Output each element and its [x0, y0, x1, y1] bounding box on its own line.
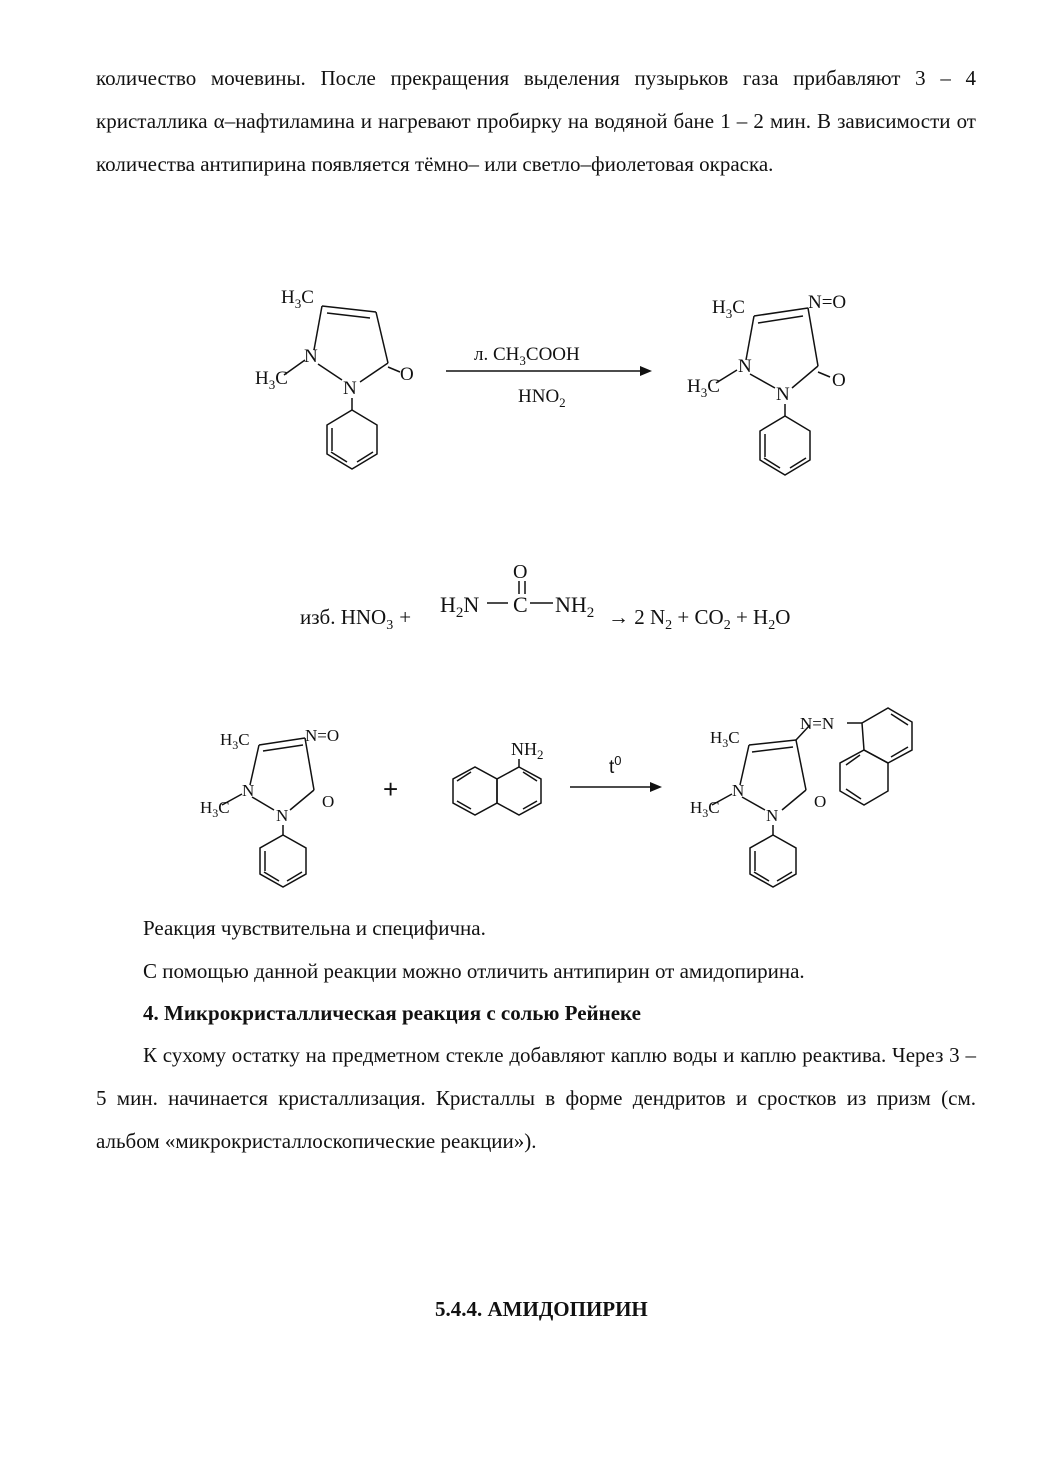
svg-text:O: O	[814, 792, 827, 811]
sensitivity-sentence: Реакция чувствительна и специфична.	[143, 916, 486, 940]
svg-text:N=N: N=N	[800, 714, 835, 733]
svg-text:N: N	[343, 378, 357, 399]
svg-text:N: N	[732, 781, 745, 800]
section-title: 5.4.4. АМИДОПИРИН	[435, 1297, 648, 1321]
reaction-arrow-2	[570, 753, 662, 792]
distinction-sentence: С помощью данной реакции можно отличить антипирин от амидопирина.	[143, 959, 805, 983]
svg-text:N: N	[766, 806, 779, 825]
svg-text:→ 2 N2 + CO2 + H2O: → 2 $N_2 + CO_2 + H_2O$	[608, 605, 791, 633]
svg-text:NH2: $NH_2$	[555, 592, 595, 621]
plus-sign: +	[383, 774, 399, 804]
intro-paragraph: количество мочевины. После прекращения выделения пузырьков газа прибавляют 3 – 4 кристаллика α–нафтиламина и нагревают пробирку на водяной бане 1 – 2 мин. В зависимости от количества антипирина появляется тёмно– или светло–фиолетовая окраска.	[96, 66, 976, 176]
svg-text:H3C: $H_3C$	[255, 368, 288, 392]
naphthylamine-structure	[453, 739, 544, 815]
svg-text:H3C: $H_3C$	[220, 730, 250, 752]
svg-text:H2N: $H_2N$	[440, 592, 480, 621]
svg-text:t0: $t^0$	[609, 753, 622, 778]
subheading-reineke: 4. Микрокристаллическая реакция с солью Рейнеке	[143, 1001, 641, 1025]
svg-text:H3C: $H_3C$	[200, 798, 230, 820]
svg-text:H3C: $H_3C$	[712, 297, 745, 321]
svg-text:N: N	[242, 781, 255, 800]
svg-text:O: O	[832, 370, 846, 391]
svg-text:N: N	[276, 806, 289, 825]
scheme-azo-coupling	[0, 695, 1039, 895]
azo-dye-structure	[690, 708, 912, 887]
svg-text:N=O: N=O	[305, 726, 340, 745]
antipyrine-structure	[255, 287, 414, 469]
nitrosoantipyrine-structure	[687, 292, 846, 475]
svg-text:N: N	[738, 356, 752, 377]
scheme-nitrosation	[0, 280, 1039, 490]
svg-text:O: O	[400, 364, 414, 385]
svg-text:N: N	[776, 384, 790, 405]
svg-text:изб. HNO3+: изб. $HNO_3$ +	[300, 605, 412, 633]
svg-text:O: O	[322, 792, 335, 811]
svg-text:H3C: $H_3C$	[281, 287, 314, 311]
svg-text:H3C: $H_3C$	[710, 728, 740, 750]
svg-text:O: O	[513, 561, 528, 583]
svg-text:NH2: $NH_2$	[511, 739, 544, 762]
equation-urea	[0, 556, 1039, 636]
nitrosoantipyrine-reactant	[200, 726, 339, 887]
reineke-paragraph: К сухому остатку на предметном стекле добавляют каплю воды и каплю реактива. Через 3 – 5 мин. начинается кристаллизация. Кристаллы в форме дендритов и сростков из призм (см. альбом «микрокристаллоскопические реакции»).	[96, 1043, 976, 1153]
svg-text:л. CH3COOH: л. $CH_3COOH$	[474, 344, 580, 368]
svg-text:H3C: $H_3C$	[690, 798, 720, 820]
svg-text:C: C	[513, 592, 528, 617]
svg-text:HNO2: $HNO_2$	[518, 386, 566, 410]
reaction-arrow-1	[446, 344, 652, 410]
svg-text:N: N	[304, 346, 318, 367]
svg-text:H3C: $H_3C$	[687, 376, 720, 400]
svg-text:N=O: N=O	[808, 292, 847, 313]
